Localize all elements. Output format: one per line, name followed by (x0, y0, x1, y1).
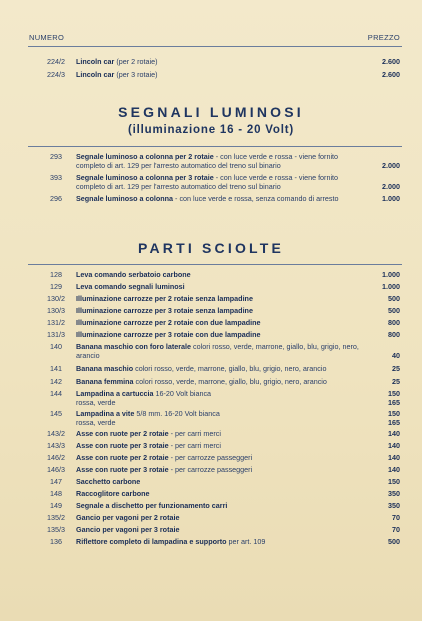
list-item (40, 270, 402, 279)
item-description (76, 537, 362, 546)
item-price: 1.000 (382, 194, 400, 203)
item-name: Illuminazione carrozze per 3 rotaie senza lampadine (76, 306, 253, 315)
item-name: Gancio per vagoni per 2 rotaie (76, 513, 180, 522)
item-code: 128 (50, 270, 62, 279)
item-name: Illuminazione carrozze per 3 rotaie con due lampadine (76, 330, 261, 339)
section-title-parti: PARTI SCIOLTE (137, 240, 285, 256)
item-name: Illuminazione carrozze per 2 rotaie senza lampadine (76, 294, 253, 303)
item-price: 25 (392, 377, 400, 386)
item-name: Leva comando serbatoio carbone (76, 270, 191, 279)
list-item (40, 537, 402, 546)
item-price: 165 (388, 418, 400, 427)
item-name: Segnale luminoso a colonna (76, 194, 174, 203)
item-name: Lincoln car (76, 57, 115, 66)
item-price: 2.000 (382, 161, 400, 170)
item-description (76, 389, 362, 398)
item-name: Illuminazione carrozze per 2 rotaie con due lampadine (76, 318, 261, 327)
item-description (76, 513, 362, 522)
item-code: 224/3 (47, 70, 65, 79)
item-code: 143/3 (47, 441, 65, 450)
item-price: 2.600 (382, 70, 400, 79)
item-code: 131/3 (47, 330, 65, 339)
item-code: 135/3 (47, 525, 65, 534)
item-code: 143/2 (47, 429, 65, 438)
list-item (40, 418, 402, 427)
item-name: Segnale a dischetto per funzionamento carri (76, 501, 228, 510)
item-detail: 5/8 mm. 16-20 Volt bianca (134, 409, 220, 418)
item-description (76, 501, 362, 510)
list-item (40, 173, 402, 191)
list-item (40, 409, 402, 418)
item-price: 70 (392, 513, 400, 522)
item-name: Asse con ruote per 3 rotaie (76, 441, 169, 450)
list-item (40, 318, 402, 327)
segnali-list (40, 152, 402, 203)
item-price: 2.600 (382, 57, 400, 66)
item-code: 146/2 (47, 453, 65, 462)
item-price: 500 (388, 294, 400, 303)
list-item (40, 330, 402, 339)
item-price: 140 (388, 429, 400, 438)
item-code: 149 (50, 501, 62, 510)
list-item (40, 57, 402, 66)
item-price: 165 (388, 398, 400, 407)
item-price: 140 (388, 453, 400, 462)
item-detail: colori rosso, verde, marrone, giallo, blu, grigio, nero, arancio (133, 377, 327, 386)
item-code: 296 (50, 194, 62, 203)
item-code: 393 (50, 173, 62, 182)
item-code: 144 (50, 389, 62, 398)
list-item (40, 70, 402, 79)
header-rule (28, 46, 402, 47)
item-description (76, 152, 362, 170)
item-price: 350 (388, 501, 400, 510)
item-price: 2.000 (382, 182, 400, 191)
item-description (76, 441, 362, 450)
item-description (76, 364, 362, 373)
item-description (76, 282, 362, 291)
item-price: 150 (388, 389, 400, 398)
item-description (76, 377, 362, 386)
item-name: Banana maschio con foro laterale (76, 342, 192, 351)
item-name: Asse con ruote per 2 rotaie (76, 453, 169, 462)
item-detail: - per carri merci (168, 429, 221, 438)
item-code: 136 (50, 537, 62, 546)
item-description (76, 477, 362, 486)
list-item (40, 501, 402, 510)
section-rule-parti (28, 264, 402, 265)
item-price: 40 (392, 351, 400, 360)
item-detail: (per 3 rotaie) (114, 70, 158, 79)
item-code: 142 (50, 377, 62, 386)
list-item (40, 306, 402, 315)
item-description (76, 489, 362, 498)
item-code: 147 (50, 477, 62, 486)
list-item (40, 477, 402, 486)
list-item (40, 441, 402, 450)
item-price: 500 (388, 306, 400, 315)
list-item (40, 364, 402, 373)
item-name: Banana femmina (76, 377, 134, 386)
section-subtitle-segnali: (illuminazione 16 - 20 Volt) (128, 124, 294, 136)
item-detail: - per carrozze passeggeri (168, 465, 253, 474)
item-code: 130/3 (47, 306, 65, 315)
item-description (76, 306, 362, 315)
item-code: 145 (50, 409, 62, 418)
item-detail: - per carrozze passeggeri (168, 453, 253, 462)
item-description (76, 398, 362, 407)
item-description (76, 342, 362, 360)
item-code: 130/2 (47, 294, 65, 303)
column-header-number: NUMERO (29, 33, 65, 42)
item-code: 146/3 (47, 465, 65, 474)
item-detail: colori rosso, verde, marrone, giallo, blu, grigio, nero, arancio (133, 364, 327, 373)
item-price: 350 (388, 489, 400, 498)
list-item (40, 377, 402, 386)
item-description (76, 57, 362, 66)
item-detail: 16-20 Volt bianca (153, 389, 212, 398)
item-code: 129 (50, 282, 62, 291)
item-description (76, 194, 362, 203)
item-price: 150 (388, 409, 400, 418)
item-code: 293 (50, 152, 62, 161)
item-name: Segnale luminoso a colonna per 2 rotaie (76, 152, 214, 161)
item-detail: per art. 109 (226, 537, 266, 546)
item-code: 135/2 (47, 513, 65, 522)
item-name: Lampadina a vite (76, 409, 135, 418)
list-item (40, 389, 402, 398)
list-item (40, 152, 402, 170)
item-description (76, 525, 362, 534)
item-price: 800 (388, 318, 400, 327)
list-item (40, 282, 402, 291)
top-rows (40, 57, 402, 79)
list-item (40, 294, 402, 303)
item-price: 500 (388, 537, 400, 546)
item-description (76, 173, 362, 191)
item-name: Gancio per vagoni per 3 rotaie (76, 525, 180, 534)
list-item (40, 465, 402, 474)
list-item (40, 489, 402, 498)
section-rule-segnali (28, 146, 402, 147)
item-price: 70 (392, 525, 400, 534)
item-description (76, 418, 362, 427)
item-price: 25 (392, 364, 400, 373)
item-description (76, 453, 362, 462)
item-detail: - con luce verde e rossa, senza comando di arresto (173, 194, 339, 203)
item-name: Sacchetto carbone (76, 477, 141, 486)
item-description (76, 270, 362, 279)
item-description (76, 429, 362, 438)
item-name: Raccoglitore carbone (76, 489, 150, 498)
parti-list (40, 270, 402, 546)
list-item (40, 453, 402, 462)
item-name: Asse con ruote per 2 rotaie (76, 429, 169, 438)
item-code: 141 (50, 364, 62, 373)
item-description (76, 318, 362, 327)
section-title-segnali: SEGNALI LUMINOSI (118, 104, 304, 120)
item-code: 224/2 (47, 57, 65, 66)
item-name: Riflettore completo di lampadina e supporto (76, 537, 227, 546)
item-price: 800 (388, 330, 400, 339)
item-price: 140 (388, 465, 400, 474)
item-detail: (per 2 rotaie) (114, 57, 158, 66)
item-code: 148 (50, 489, 62, 498)
column-header-price: PREZZO (367, 33, 400, 42)
item-description (76, 465, 362, 474)
item-code: 140 (50, 342, 62, 351)
item-description (76, 330, 362, 339)
item-detail: - con luce verde e rossa - viene fornito completo di art. 129 per l'arresto automatico del treno sul binario (76, 152, 339, 170)
item-name: Asse con ruote per 3 rotaie (76, 465, 169, 474)
item-detail: colori rosso, verde, marrone, giallo, blu, grigio, nero, arancio (76, 342, 359, 360)
list-item (40, 525, 402, 534)
list-item (40, 194, 402, 203)
item-detail: - per carri merci (168, 441, 221, 450)
list-item (40, 398, 402, 407)
item-name: Lampadina a cartuccia (76, 389, 154, 398)
item-description (76, 409, 362, 418)
list-item (40, 342, 402, 360)
list-item (40, 429, 402, 438)
item-detail: - con luce verde e rossa - viene fornito completo di art. 129 per l'arresto automatico del treno sul binario (76, 173, 339, 191)
item-name: Leva comando segnali luminosi (76, 282, 185, 291)
list-item (40, 513, 402, 522)
item-code: 131/2 (47, 318, 65, 327)
item-description (76, 294, 362, 303)
item-name: Banana maschio (76, 364, 134, 373)
item-price: 1.000 (382, 282, 400, 291)
item-price: 1.000 (382, 270, 400, 279)
item-price: 150 (388, 477, 400, 486)
item-price: 140 (388, 441, 400, 450)
item-name: Lincoln car (76, 70, 115, 79)
item-detail: rossa, verde (76, 398, 116, 407)
item-detail: rossa, verde (76, 418, 116, 427)
item-description (76, 70, 362, 79)
item-name: Segnale luminoso a colonna per 3 rotaie (76, 173, 214, 182)
